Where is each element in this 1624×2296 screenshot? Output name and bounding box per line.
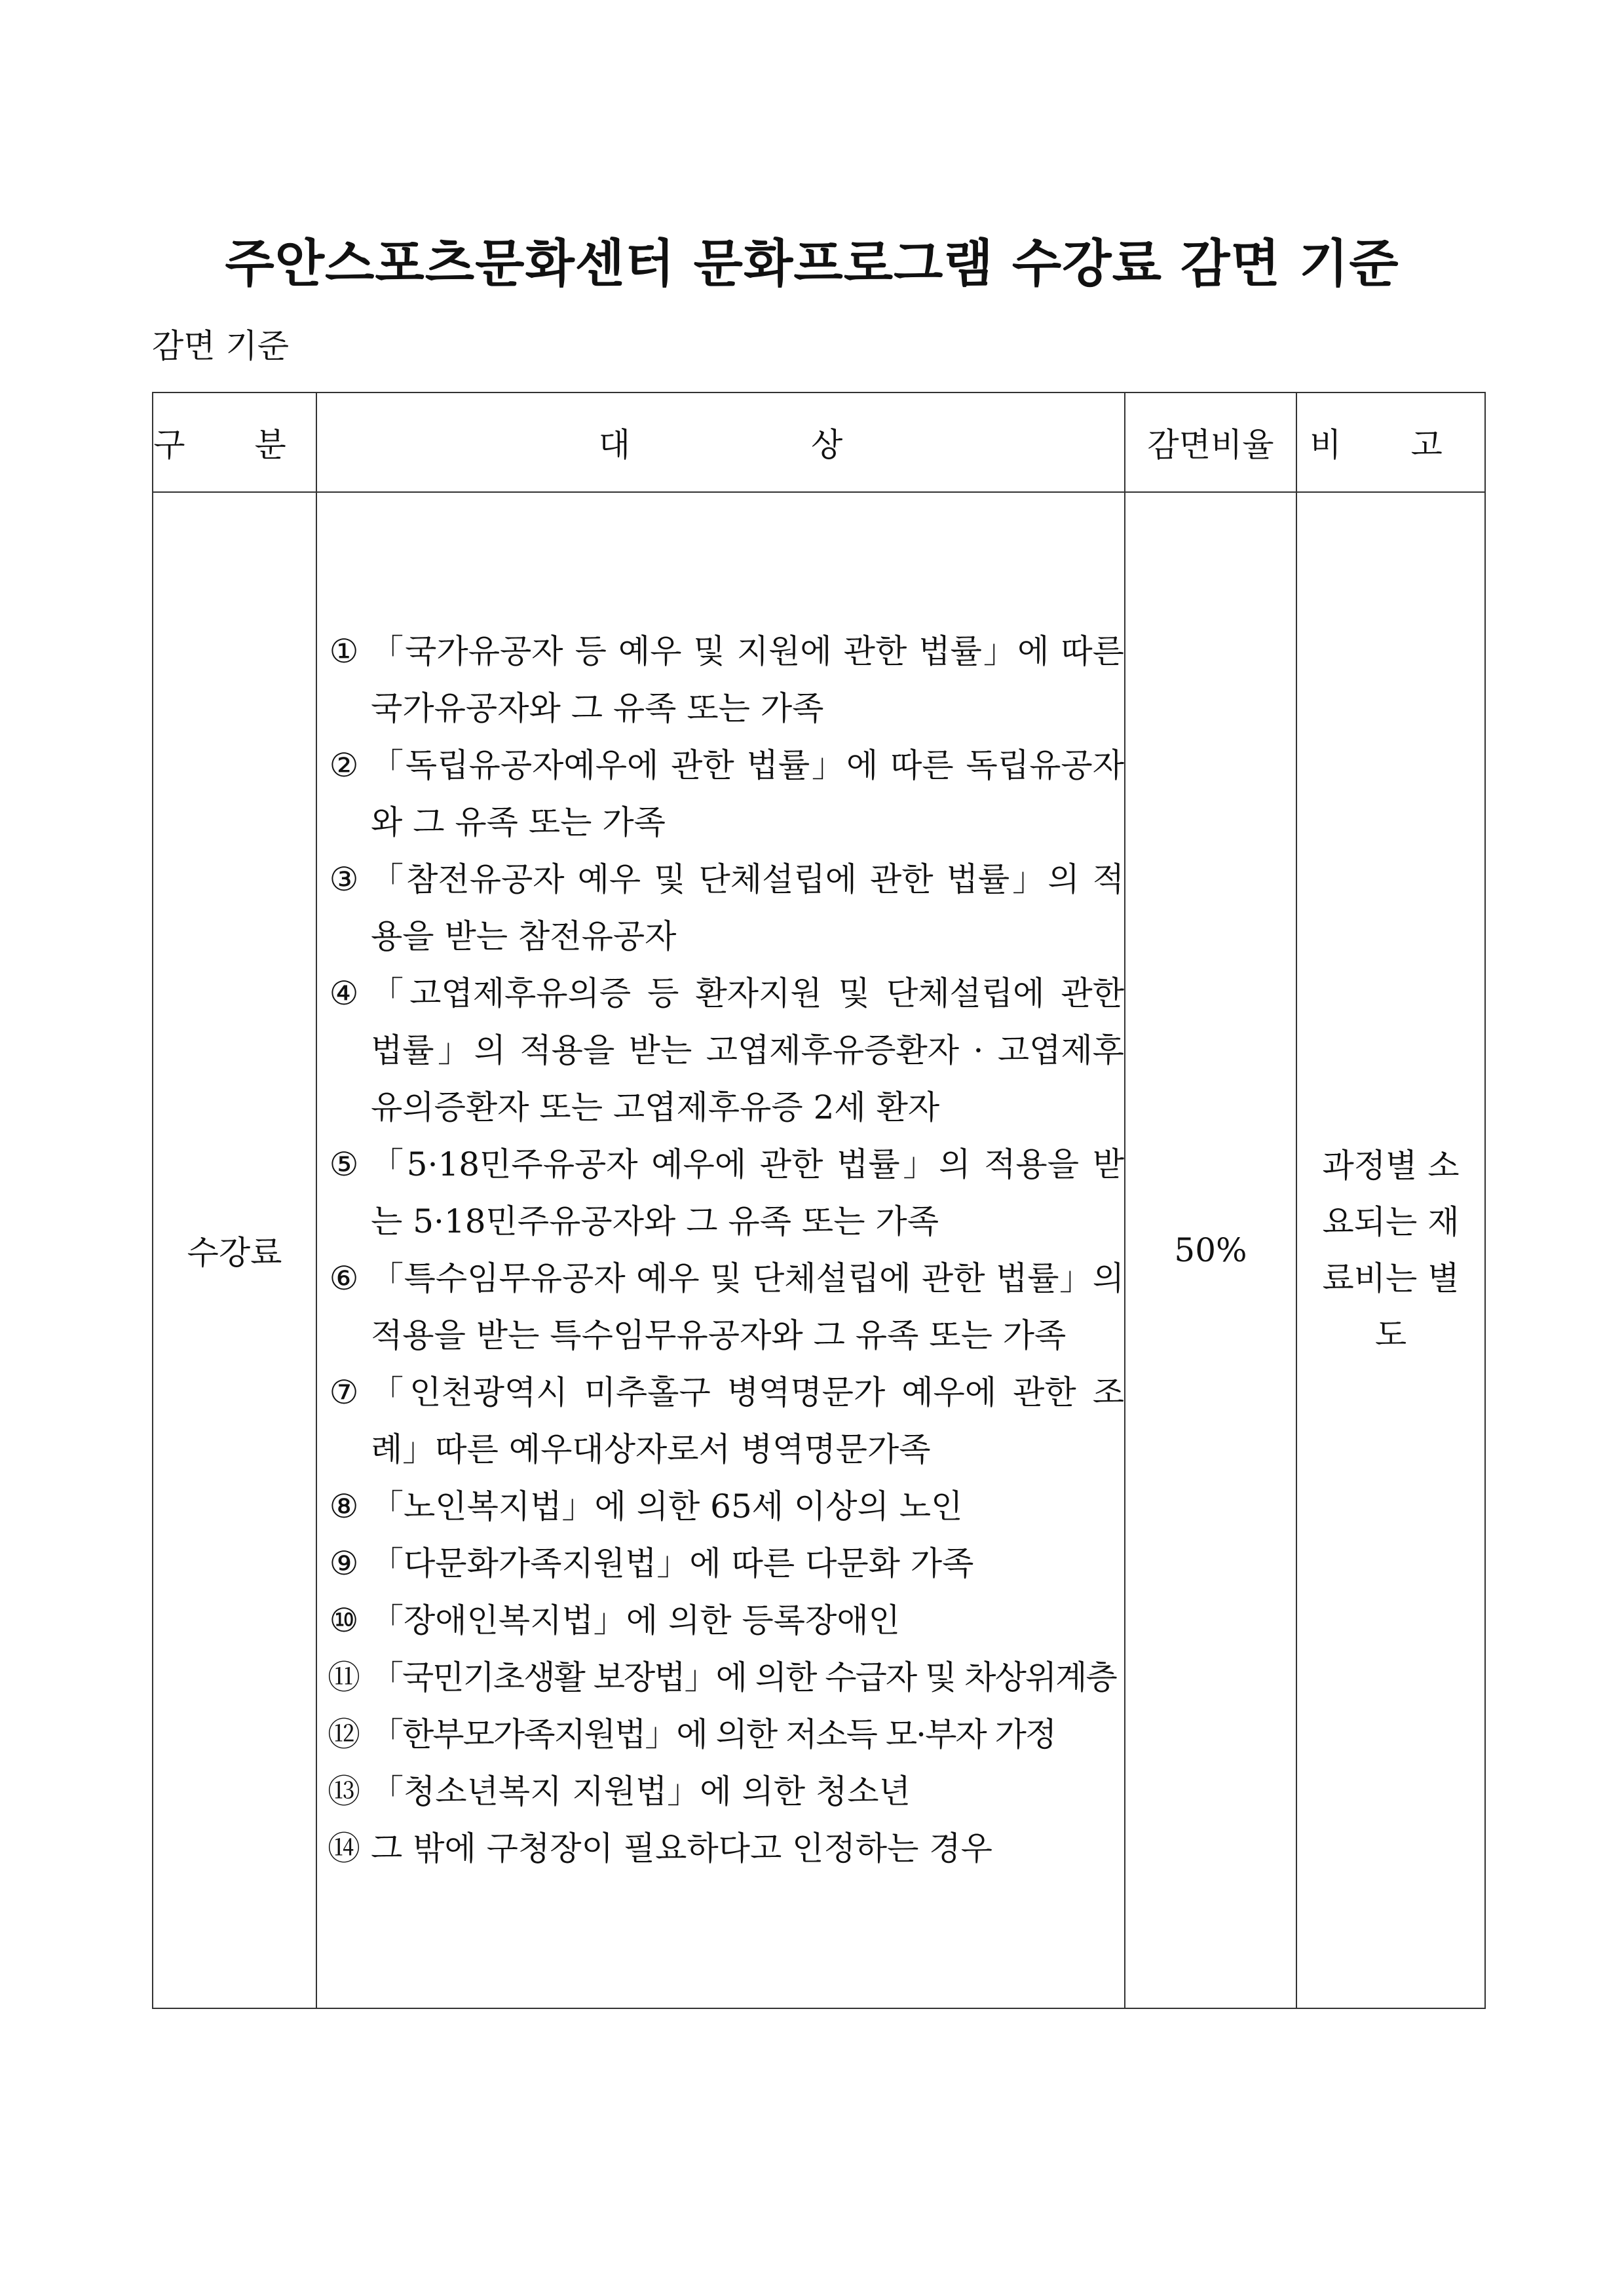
rate-cell: 50% bbox=[1125, 492, 1296, 2008]
list-item: ⑨ 「다문화가족지원법」에 따른 다문화 가족 bbox=[329, 1544, 974, 1582]
list-item: ⑤ 「5·18민주유공자 예우에 관한 법률」의 적용을 받는 5·18민주유공자와 그 유족 또는 가족 bbox=[329, 1145, 1124, 1240]
list-item: ⑬ 「청소년복지 지원법」에 의한 청소년 bbox=[328, 1772, 911, 1810]
list-item: ④ 「고엽제후유의증 등 환자지원 및 단체설립에 관한 법률」의 적용을 받는 고엽제후유증환자 · 고엽제후유의증환자 또는 고엽제후유증 2세 환자 bbox=[329, 974, 1124, 1126]
list-item: ⑧ 「노인복지법」에 의한 65세 이상의 노인 bbox=[329, 1487, 963, 1525]
list-item: ⑪ 「국민기초생활 보장법」에 의한 수급자 및 차상위계층 bbox=[328, 1658, 1116, 1696]
list-item: ⑥ 「특수임무유공자 예우 및 단체설립에 관한 법률」의 적용을 받는 특수임무유공자와 그 유족 또는 가족 bbox=[329, 1259, 1124, 1354]
page-title: 주안스포츠문화센터 문화프로그램 수강료 감면 기준 bbox=[225, 235, 1399, 294]
list-item: ① 「국가유공자 등 예우 및 지원에 관한 법률」에 따른 국가유공자와 그 유족 또는 가족 bbox=[329, 632, 1124, 727]
category-cell: 수강료 bbox=[153, 492, 316, 2008]
list-item: ③ 「참전유공자 예우 및 단체설립에 관한 법률」의 적용을 받는 참전유공자 bbox=[329, 860, 1124, 955]
list-item: ② 「독립유공자예우에 관한 법률」에 따른 독립유공자와 그 유족 또는 가족 bbox=[329, 746, 1124, 841]
header-target: 대 상 bbox=[316, 392, 1125, 492]
target-cell bbox=[316, 492, 1125, 2008]
header-category: 구 분 bbox=[153, 392, 316, 492]
header-note: 비 고 bbox=[1296, 392, 1485, 492]
table-header-row bbox=[153, 392, 1485, 492]
criteria-table bbox=[152, 392, 1486, 2009]
list-item: ⑭ 그 밖에 구청장이 필요하다고 인정하는 경우 bbox=[328, 1829, 992, 1867]
list-item: ⑩ 「장애인복지법」에 의한 등록장애인 bbox=[329, 1601, 900, 1639]
note-cell bbox=[1296, 492, 1485, 2008]
list-item: ⑦ 「인천광역시 미추홀구 병역명문가 예우에 관한 조례」따른 예우대상자로서 병역명문가족 bbox=[329, 1373, 1124, 1468]
table-row bbox=[153, 492, 1485, 2008]
header-rate: 감면비율 bbox=[1125, 392, 1296, 492]
list-item: ⑫ 「한부모가족지원법」에 의한 저소득 모·부자 가정 bbox=[328, 1715, 1056, 1753]
section-subtitle: 감면 기준 bbox=[152, 327, 290, 365]
note-text: 과정별 소요되는 재료비는 별도 bbox=[1322, 1147, 1460, 1354]
